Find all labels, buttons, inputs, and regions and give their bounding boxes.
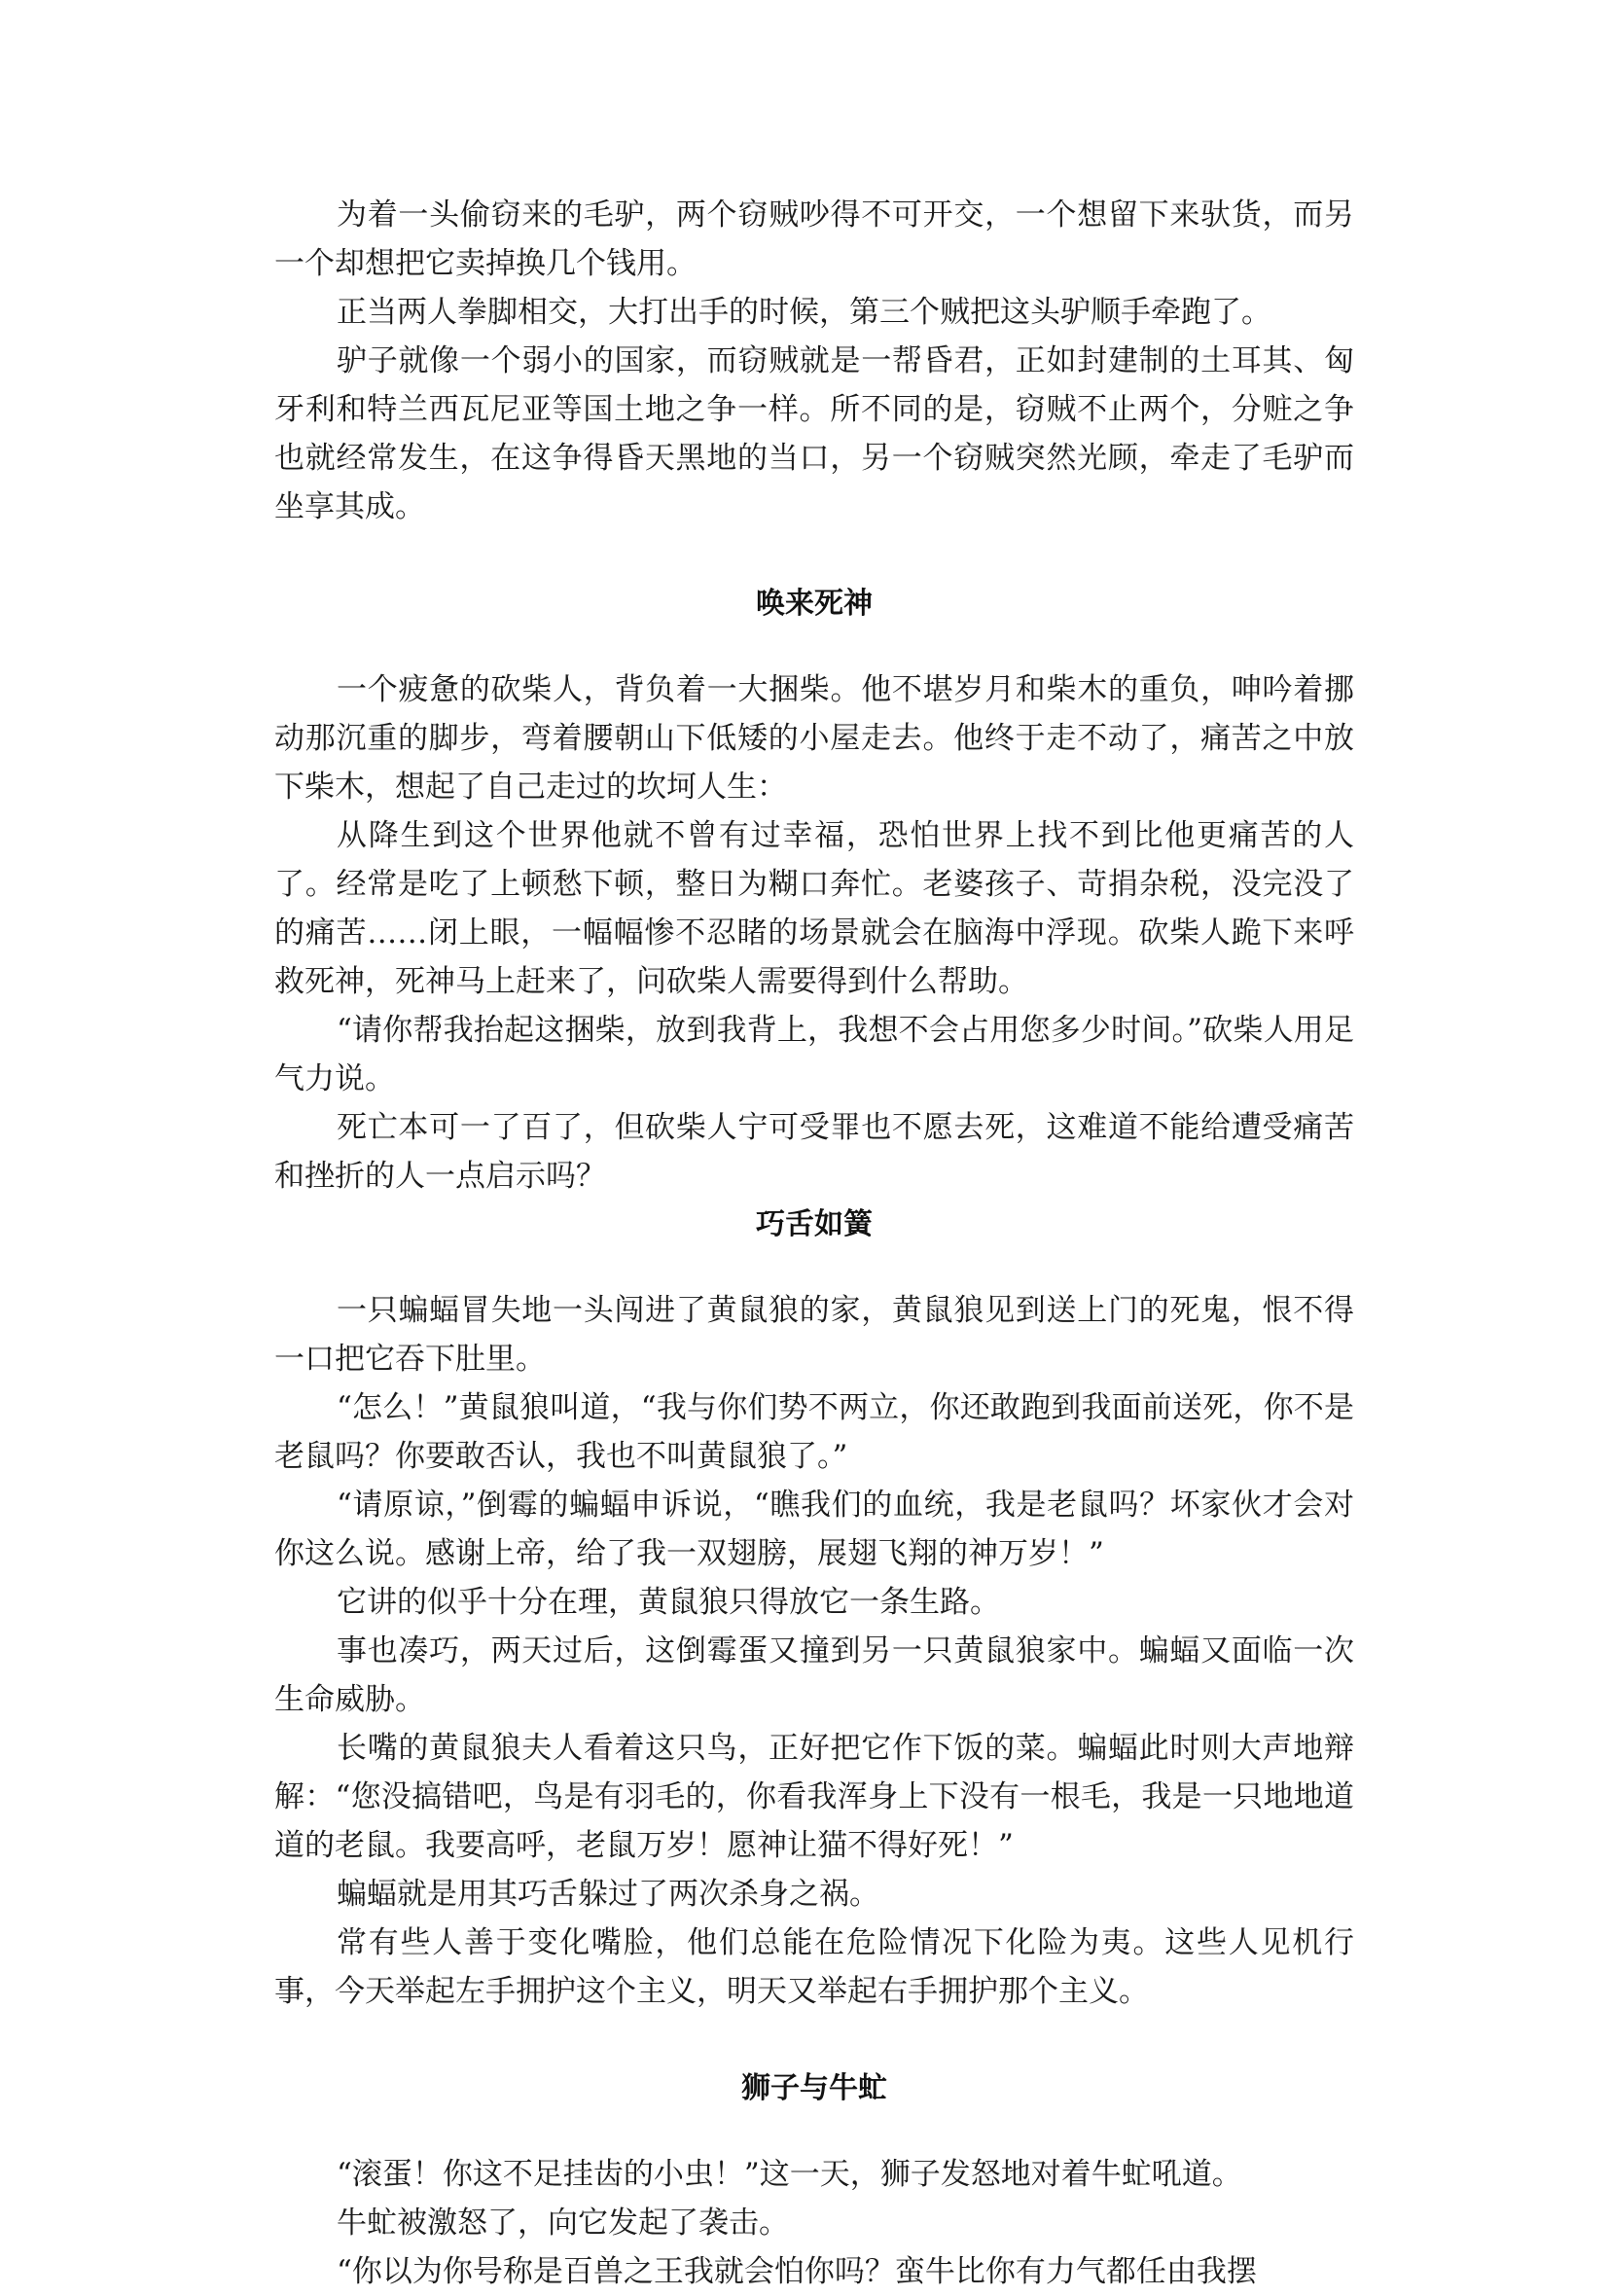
section-summon-death [274, 580, 1354, 1201]
title-spacer [274, 2113, 1354, 2150]
section-title: 巧舌如簧 [756, 1207, 873, 1241]
paragraph: “怎么！”黄鼠狼叫道，“我与你们势不两立，你还敢跑到我面前送死，你不是老鼠吗？你要敢否认，我也不叫黄鼠狼了。” [274, 1390, 1354, 1474]
paragraph: “请原谅，”倒霉的蝙蝠申诉说，“瞧我们的血统，我是老鼠吗？坏家伙才会对你这么说。感谢上帝，给了我一双翅膀，展翅飞翔的神万岁！” [274, 1488, 1354, 1571]
paragraph: 死亡本可一了百了，但砍柴人宁可受罪也不愿去死，这难道不能给遭受痛苦和挫折的人一点启示吗？ [274, 1110, 1354, 1194]
text-column [274, 191, 1354, 2296]
section-title: 狮子与牛虻 [741, 2071, 887, 2105]
title-spacer [274, 1249, 1354, 1286]
paragraph: 为着一头偷窃来的毛驴，两个窃贼吵得不可开交，一个想留下来驮货，而另一个却想把它卖掉换几个钱用。 [274, 197, 1354, 281]
section-donkey-thieves [274, 191, 1354, 531]
paragraph: 它讲的似乎十分在理，黄鼠狼只得放它一条生路。 [337, 1585, 1000, 1620]
paragraph: 正当两人拳脚相交，大打出手的时候，第三个贼把这头驴顺手牵跑了。 [337, 295, 1271, 330]
paragraph: 常有些人善于变化嘴脸，他们总能在危险情况下化险为夷。这些人见机行事，今天举起左手拥护这个主义，明天又举起右手拥护那个主义。 [274, 1925, 1354, 2009]
section-spacer [274, 2016, 1354, 2064]
paragraph: 蝙蝠就是用其巧舌躲过了两次杀身之祸。 [337, 1877, 879, 1912]
paragraph: 事也凑巧，两天过后，这倒霉蛋又撞到另一只黄鼠狼家中。蝙蝠又面临一次生命威胁。 [274, 1633, 1354, 1717]
section-spacer [274, 531, 1354, 580]
paragraph: “滚蛋！你这不足挂齿的小虫！”这一天，狮子发怒地对着牛虻吼道。 [337, 2157, 1242, 2192]
paragraph: 长嘴的黄鼠狼夫人看着这只鸟，正好把它作下饭的菜。蝙蝠此时则大声地辩解：“您没搞错吧，鸟是有羽毛的，你看我浑身上下没有一根毛，我是一只地地道道的老鼠。我要高呼，老鼠万岁！愿神让猫不得好死！” [274, 1731, 1354, 1863]
title-spacer [274, 628, 1354, 665]
section-title: 唤来死神 [756, 587, 873, 621]
section-lion-gadfly [274, 2064, 1354, 2296]
section-silver-tongue [274, 1201, 1354, 2016]
paragraph: 从降生到这个世界他就不曾有过幸福，恐怕世界上找不到比他更痛苦的人了。经常是吃了上顿愁下顿，整日为糊口奔忙。老婆孩子、苛捐杂税，没完没了的痛苦……闭上眼，一幅幅惨不忍睹的场景就会在脑海中浮现。砍柴人跪下来呼救死神，死神马上赶来了，问砍柴人需要得到什么帮助。 [274, 818, 1354, 999]
paragraph: 一只蝙蝠冒失地一头闯进了黄鼠狼的家，黄鼠狼见到送上门的死鬼，恨不得一口把它吞下肚里。 [274, 1293, 1354, 1377]
paragraph: 牛虻被激怒了，向它发起了袭击。 [337, 2206, 789, 2241]
paragraph: “你以为你号称是百兽之王我就会怕你吗？蛮牛比你有力气都任由我摆 [337, 2254, 1257, 2289]
paragraph: “请你帮我抬起这捆柴，放到我背上，我想不会占用您多少时间。”砍柴人用足气力说。 [274, 1013, 1354, 1096]
paragraph: 一个疲惫的砍柴人，背负着一大捆柴。他不堪岁月和柴木的重负，呻吟着挪动那沉重的脚步，弯着腰朝山下低矮的小屋走去。他终于走不动了，痛苦之中放下柴木，想起了自己走过的坎坷人生： [274, 672, 1354, 805]
paragraph: 驴子就像一个弱小的国家，而窃贼就是一帮昏君，正如封建制的土耳其、匈牙利和特兰西瓦尼亚等国土地之争一样。所不同的是，窃贼不止两个，分赃之争也就经常发生，在这争得昏天黑地的当口，另一个窃贼突然光顾，牵走了毛驴而坐享其成。 [274, 343, 1354, 524]
